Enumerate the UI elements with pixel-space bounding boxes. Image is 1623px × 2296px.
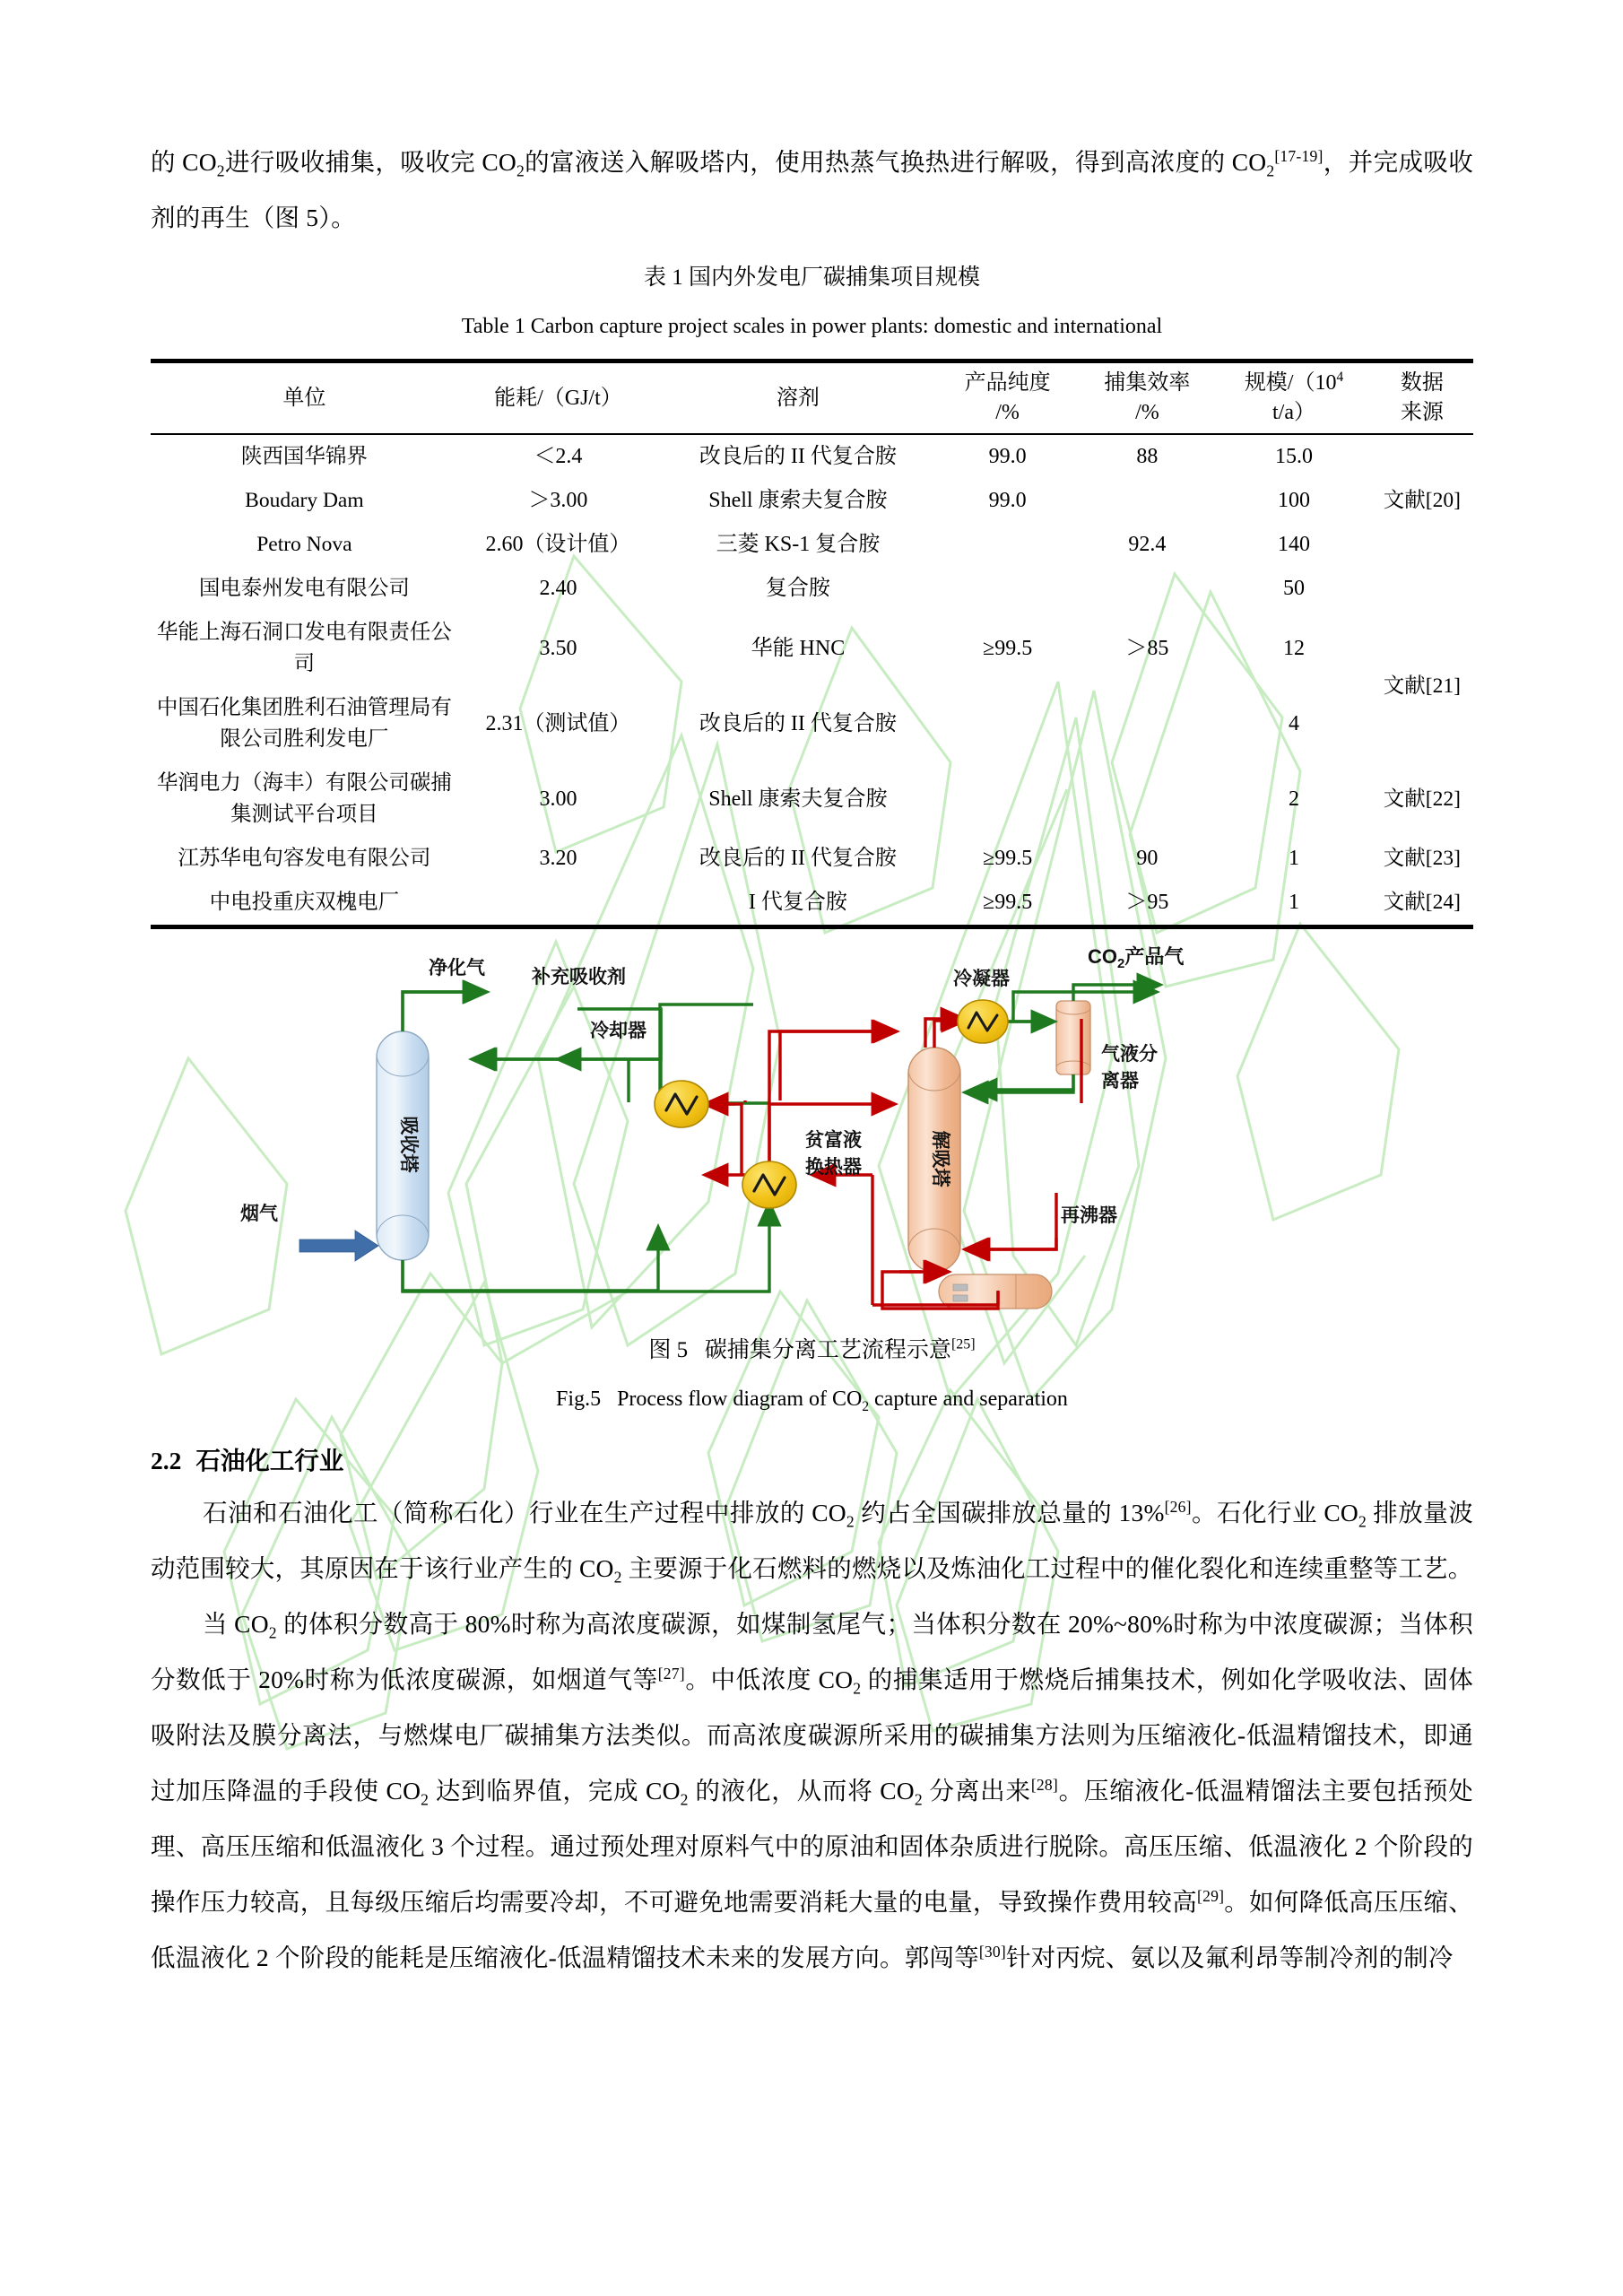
cell-purity: ≥99.5 <box>983 891 1033 914</box>
table-row <box>151 611 1473 686</box>
cell-unit: 陕西国华锦界 <box>240 445 368 468</box>
label-condenser: 冷凝器 <box>953 969 1010 989</box>
cell-unit: 中电投重庆双槐电厂 <box>209 891 400 914</box>
label-makeup-absorbent: 补充吸收剂 <box>532 967 626 987</box>
figure-caption-en <box>151 1383 1473 1415</box>
cell-unit: 国电泰州发电有限公司 <box>198 577 410 600</box>
table-head <box>151 361 1473 435</box>
cell-solvent: 华能 HNC <box>751 636 846 660</box>
table-header-row <box>151 361 1473 435</box>
cell-energy: 2.40 <box>539 577 577 600</box>
text-run: 的体积分数高于 80%时称为高浓度碳源，如煤制氢尾气；当体积分数在 20%~80%时称为中浓度碳源；当体积分数低于 20%时称为低浓度碳源，如烟道气等 <box>151 1610 1473 1693</box>
cell-purity <box>938 761 1078 837</box>
col-header-source <box>1371 361 1473 435</box>
cell-unit: 江苏华电句容发电有限公司 <box>178 847 431 870</box>
text-run: ，并完成吸收剂的再生（图 5）。 <box>151 148 1473 231</box>
cell-scale: 4 <box>1288 711 1299 735</box>
cell-scale: 1 <box>1288 847 1299 870</box>
cell-source: 文献[24] <box>1383 891 1461 914</box>
label-cooler: 冷却器 <box>590 1021 647 1041</box>
cell-solvent: I 代复合胺 <box>748 891 847 914</box>
cell-scale: 15.0 <box>1274 445 1313 468</box>
text-run: 分离出来 <box>922 1777 1031 1805</box>
citation-ref: [28] <box>1030 1775 1058 1794</box>
lean-rich-heat-exchanger <box>742 1161 796 1208</box>
table-body <box>151 434 1473 927</box>
paragraph-petrochem-1 <box>151 1485 1473 1596</box>
col-header-source-line1: 数据 <box>1400 371 1444 395</box>
cell-efficiency: 90 <box>1136 847 1159 870</box>
subscript: 2 <box>216 161 225 180</box>
table-row <box>151 881 1473 927</box>
cell-energy: 2.31（测试值） <box>485 711 631 735</box>
col-header-energy: 能耗/（GJ/t） <box>494 386 622 410</box>
cell-purity: ≥99.5 <box>983 847 1033 870</box>
table-row <box>151 479 1473 523</box>
citation-ref: [29] <box>1197 1886 1225 1905</box>
cell-purity <box>938 523 1078 567</box>
figure-caption-cn-prefix: 图 5 <box>648 1338 689 1362</box>
subscript: 2 <box>680 1790 689 1809</box>
text-run: 。石化行业 CO <box>1191 1499 1358 1526</box>
label-separator-line1: 气液分 <box>1101 1044 1158 1065</box>
label-lean-rich-exchanger-line1: 贫富液 <box>805 1130 862 1151</box>
label-lean-rich-exchanger-line2: 换热器 <box>805 1157 862 1178</box>
col-header-efficiency-line2: /% <box>1135 401 1159 424</box>
cell-efficiency: ＞95 <box>1125 891 1169 914</box>
cell-scale: 12 <box>1282 636 1305 660</box>
col-header-scale <box>1217 361 1370 435</box>
col-header-scale-line2: t/a） <box>1271 401 1315 424</box>
text-run: 针对丙烷、氨以及氟利昂等制冷剂的制冷 <box>1005 1944 1454 1971</box>
text-run: 。压缩液化-低温精馏法主要包括预处理、高压压缩和低温液化 3 个过程。通过预处理对原料气中的原油和固体杂质进行脱除。高压压缩、低温液化 2 个阶段的操作压力较高，且每级压缩后均需要冷却，不可避免地需要消耗大量的电量，导致操作费用较高 <box>151 1777 1473 1916</box>
cell-energy: 2.60（设计值） <box>485 533 631 556</box>
text-run: 主要源于化石燃料的燃烧以及炼油化工过程中的催化裂化和连续重整等工艺。 <box>621 1554 1473 1582</box>
label-co2-product-gas: $CO_2$产品气 <box>1088 945 1185 971</box>
table-row <box>151 523 1473 567</box>
text-run: 的液化，从而将 CO <box>688 1777 915 1805</box>
carbon-capture-table <box>151 359 1473 929</box>
col-header-efficiency <box>1078 361 1218 435</box>
text-run: 的富液送入解吸塔内，使用热蒸气换热进行解吸，得到高浓度的 CO <box>524 148 1267 176</box>
cell-efficiency <box>1078 686 1218 761</box>
table-row <box>151 837 1473 881</box>
cell-energy <box>458 881 658 927</box>
text-run: 进行吸收捕集，吸收完 CO <box>224 148 516 176</box>
condenser-exchanger <box>958 1000 1008 1043</box>
col-header-source-line2: 来源 <box>1400 401 1444 424</box>
cell-unit: Petro Nova <box>256 533 352 556</box>
section-number: 2.2 <box>151 1447 182 1474</box>
col-header-purity-line2: /% <box>995 401 1020 424</box>
text-run: 约占全国碳排放总量的 13% <box>854 1499 1165 1526</box>
cell-source: 文献[21] <box>1383 674 1461 698</box>
cell-purity <box>938 686 1078 761</box>
cell-energy: ＜2.4 <box>534 445 583 468</box>
cell-solvent: 改良后的 II 代复合胺 <box>699 847 897 870</box>
table-row <box>151 686 1473 761</box>
cell-scale: 140 <box>1277 533 1310 556</box>
table-wrapper <box>151 359 1473 929</box>
label-flue-gas: 烟气 <box>240 1204 278 1224</box>
cell-efficiency <box>1078 567 1218 611</box>
cell-energy: 3.00 <box>539 787 577 811</box>
figure-caption-en-text-1: Process flow diagram of CO <box>617 1387 863 1411</box>
table-row <box>151 434 1473 479</box>
subscript: 2 <box>613 1568 622 1587</box>
cell-efficiency: ＞85 <box>1125 636 1169 660</box>
cell-unit: 中国石化集团胜利石油管理局有限公司胜利发电厂 <box>156 696 452 751</box>
citation-ref: [30] <box>978 1942 1006 1961</box>
subscript: 2 <box>1358 1512 1367 1531</box>
cell-source: 文献[20] <box>1383 489 1461 512</box>
col-header-unit: 单位 <box>282 386 326 410</box>
cell-solvent: Shell 康索夫复合胺 <box>708 787 888 811</box>
cell-scale: 50 <box>1282 577 1305 600</box>
citation-ref: [26] <box>1164 1497 1192 1516</box>
cell-solvent: 改良后的 II 代复合胺 <box>699 445 897 468</box>
subscript: 2 <box>846 1512 855 1531</box>
cell-unit: Boudary Dam <box>245 489 364 512</box>
cell-source: 文献[22] <box>1383 787 1461 811</box>
cell-scale: 2 <box>1288 787 1299 811</box>
cell-unit: 华能上海石洞口发电有限责任公司 <box>156 621 452 675</box>
cell-energy: 3.20 <box>539 847 577 870</box>
table-row <box>151 761 1473 837</box>
cell-scale: 100 <box>1277 489 1310 512</box>
flue-gas-arrow <box>299 1231 378 1261</box>
subscript: 2 <box>268 1623 277 1642</box>
cell-purity: 99.0 <box>988 445 1027 468</box>
col-header-solvent: 溶剂 <box>776 386 820 410</box>
col-header-scale-exponent: 4 <box>1336 370 1344 385</box>
subscript: 2 <box>853 1679 862 1698</box>
figure-caption-en-sub: 2 <box>862 1398 870 1414</box>
section-title: 石油化工行业 <box>195 1447 344 1474</box>
cell-energy: 3.50 <box>539 636 577 660</box>
cell-source <box>1371 567 1473 611</box>
figure-caption-en-text-2: capture and separation <box>869 1387 1068 1411</box>
cell-solvent: Shell 康索夫复合胺 <box>708 489 888 512</box>
col-header-purity-line1: 产品纯度 <box>964 371 1051 395</box>
subscript: 2 <box>1266 161 1275 180</box>
table-row <box>151 567 1473 611</box>
figure-process-flow <box>151 933 1473 1318</box>
rich-solvent-pipes <box>707 1019 1081 1252</box>
text-run: 。如何降低高压压缩、低温液化 2 个阶段的能耗是压缩液化-低温精馏技术未来的发展方向。郭闯等 <box>151 1888 1473 1971</box>
table-caption-en: Table 1 Carbon capture project scales in power plants: domestic and international <box>461 315 1163 338</box>
absorber-label: 吸收塔 <box>398 1116 419 1173</box>
citation-ref: [27] <box>657 1664 685 1683</box>
text-run: 当 CO <box>203 1610 269 1638</box>
figure-caption-cn-text: 碳捕集分离工艺流程示意 <box>704 1338 951 1362</box>
label-separator-line2: 离器 <box>1101 1071 1139 1091</box>
label-purified-gas: 净化气 <box>429 958 485 978</box>
citation-ref: [17-19] <box>1274 146 1324 165</box>
figure-caption-en-prefix: Fig.5 <box>556 1387 602 1411</box>
cell-unit: 华润电力（海丰）有限公司碳捕集测试平台项目 <box>156 771 452 826</box>
paragraph-petrochem-2 <box>151 1596 1473 1986</box>
cell-efficiency <box>1078 761 1218 837</box>
text-run: 。中低浓度 CO <box>684 1665 854 1693</box>
col-header-purity <box>938 361 1078 435</box>
cell-efficiency <box>1078 479 1218 523</box>
cell-purity: 99.0 <box>988 489 1027 512</box>
subscript: 2 <box>516 161 525 180</box>
text-run: 石油和石油化工（简称石化）行业在生产过程中排放的 CO <box>203 1499 846 1526</box>
subscript: 2 <box>914 1790 923 1809</box>
cell-efficiency: 92.4 <box>1128 533 1167 556</box>
cell-purity <box>938 567 1078 611</box>
section-heading-2-2 <box>151 1439 1473 1483</box>
label-reboiler: 再沸器 <box>1061 1205 1117 1226</box>
col-header-scale-line1: 规模/（10 <box>1244 371 1337 395</box>
text-run: 的捕集适用于燃烧后捕集技术，例如化学吸收法、固体吸附法及膜分离法，与燃煤电厂碳捕集方法类似。而高浓度碳源所采用的碳捕集方法则为压缩液化-低温精馏技术，即通过加压降温的手段使 CO <box>151 1665 1473 1805</box>
col-header-efficiency-line1: 捕集效率 <box>1104 371 1191 395</box>
cell-solvent: 复合胺 <box>765 577 830 600</box>
cell-purity: ≥99.5 <box>983 636 1033 660</box>
cell-efficiency: 88 <box>1136 445 1159 468</box>
text-run: 排放量波动范围较大，其原因在于该行业产生的 CO <box>151 1499 1473 1582</box>
cooler-exchanger <box>655 1081 708 1127</box>
cell-solvent: 改良后的 II 代复合胺 <box>699 711 897 735</box>
desorber-label: 解吸塔 <box>930 1130 950 1187</box>
cell-energy: ＞3.00 <box>528 489 588 512</box>
cell-solvent: 三菱 KS-1 复合胺 <box>716 533 881 556</box>
figure-caption-cn <box>151 1333 1473 1369</box>
table-caption-cn: 表 1 国内外发电厂碳捕集项目规模 <box>643 265 980 290</box>
figure-caption-cn-ref: [25] <box>950 1336 976 1352</box>
gas-liquid-separator <box>1056 1001 1090 1074</box>
subscript: 2 <box>421 1790 430 1809</box>
text-run: 达到临界值，完成 CO <box>429 1777 681 1805</box>
text-run: 的 CO <box>151 148 217 176</box>
paragraph-top <box>151 135 1473 246</box>
cell-scale: 1 <box>1288 891 1299 914</box>
cell-source: 文献[23] <box>1383 847 1461 870</box>
